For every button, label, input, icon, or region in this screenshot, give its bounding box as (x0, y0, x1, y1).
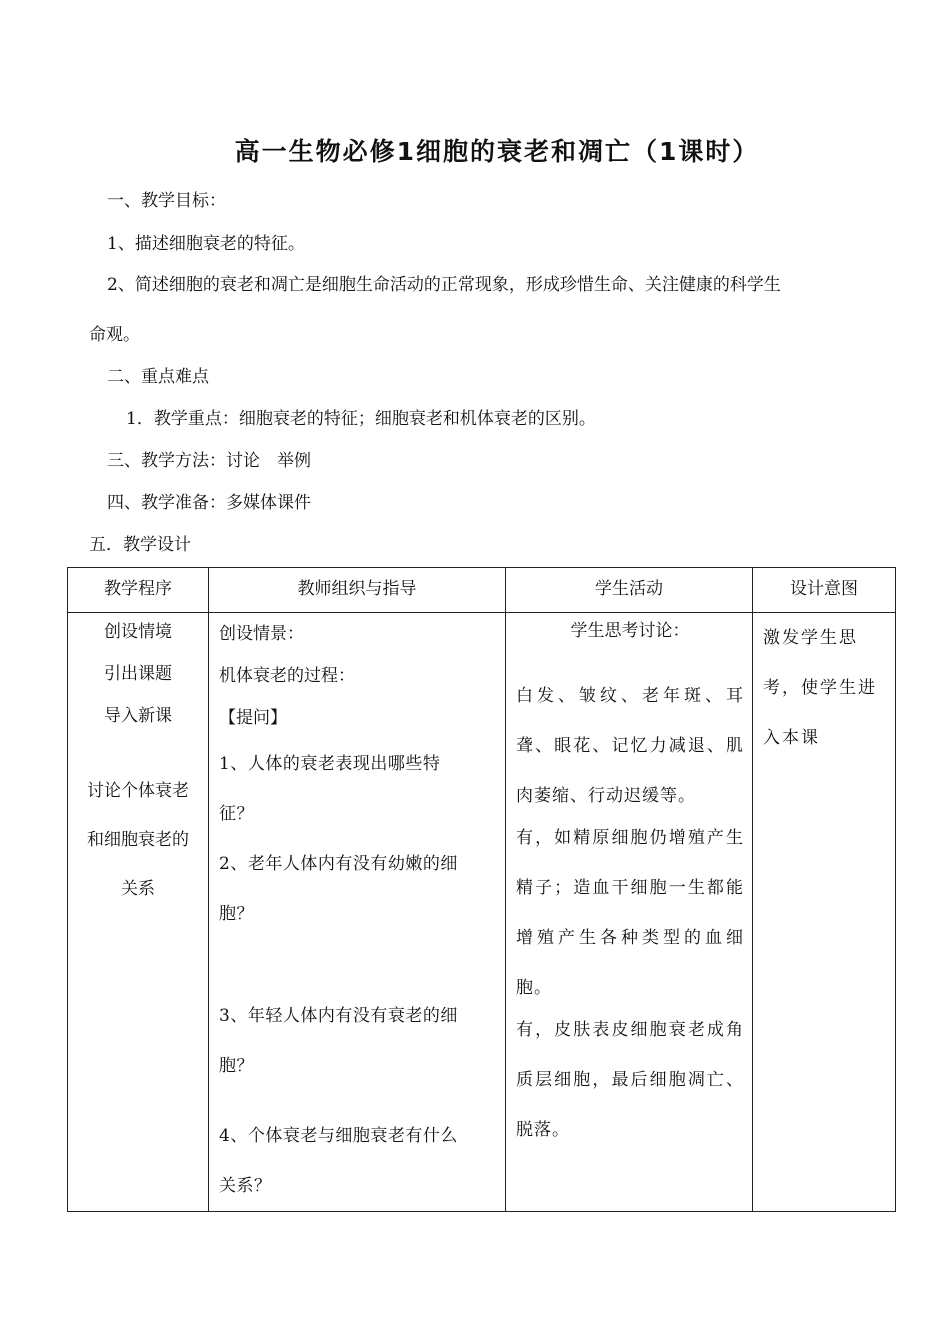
teacher-scenario: 创设情景： (219, 624, 304, 644)
question-1: 1、人体的衰老表现出哪些特 (219, 754, 441, 774)
procedure-item: 关系 (121, 879, 155, 899)
procedure-item: 导入新课 (104, 706, 172, 726)
objective-1: 1、描述细胞衰老的特征。 (107, 234, 305, 254)
key-point-1: 1．教学重点：细胞衰老的特征；细胞衰老和机体衰老的区别。 (126, 409, 596, 429)
question-2: 2、老年人体内有没有幼嫩的细 (219, 854, 458, 874)
key-points-heading: 二、重点难点 (107, 367, 209, 387)
question-3: 3、年轻人体内有没有衰老的细 (219, 1006, 458, 1026)
header-student: 学生活动 (506, 568, 753, 613)
teaching-preparation: 四、教学准备：多媒体课件 (107, 493, 311, 513)
design-intent: 激发学生思考，使学生进入本课 (763, 628, 877, 748)
question-3-cont: 胞？ (219, 1056, 254, 1076)
teacher-question-tag: 【提问】 (219, 708, 287, 728)
student-answer-1: 白发、皱纹、老年斑、耳聋、眼花、记忆力减退、肌肉萎缩、行动迟缓等。 (516, 686, 744, 806)
objective-2-line-1: 2、简述细胞的衰老和凋亡是细胞生命活动的正常现象，形成珍惜生命、关注健康的科学生 (107, 275, 781, 295)
procedure-item: 讨论个体衰老 (87, 781, 189, 801)
question-4-cont: 关系？ (219, 1176, 272, 1196)
teaching-design-heading: 五．教学设计 (89, 535, 191, 555)
intent-cell (753, 613, 896, 1212)
question-4: 4、个体衰老与细胞衰老有什么 (219, 1126, 458, 1146)
student-cell (506, 613, 753, 1212)
header-intent: 设计意图 (753, 568, 896, 613)
student-answer-2: 有，如精原细胞仍增殖产生精子；造血干细胞一生都能增殖产生各种类型的血细胞。 (516, 828, 744, 998)
question-1-cont: 征？ (219, 804, 254, 824)
procedure-cell (68, 613, 209, 1212)
teaching-method: 三、教学方法：讨论 举例 (107, 451, 311, 471)
teacher-process: 机体衰老的过程： (219, 666, 355, 686)
student-heading: 学生思考讨论： (570, 621, 690, 641)
procedure-item: 创设情境 (104, 622, 172, 642)
header-teacher: 教师组织与指导 (209, 568, 506, 613)
student-answer-3: 有，皮肤表皮细胞衰老成角质层细胞，最后细胞凋亡、脱落。 (516, 1020, 744, 1140)
procedure-item: 引出课题 (104, 664, 172, 684)
table-row (68, 613, 896, 1212)
question-2-cont: 胞？ (219, 904, 254, 924)
teacher-cell (209, 613, 506, 1212)
table-header-row (68, 568, 896, 613)
header-procedure: 教学程序 (68, 568, 209, 613)
procedure-item: 和细胞衰老的 (87, 830, 189, 850)
teaching-design-table (67, 567, 896, 1212)
objective-2-line-2: 命观。 (89, 325, 140, 345)
document-title: 高一生物必修1细胞的衰老和凋亡（1课时） (234, 137, 760, 166)
objectives-heading: 一、教学目标： (107, 191, 226, 211)
